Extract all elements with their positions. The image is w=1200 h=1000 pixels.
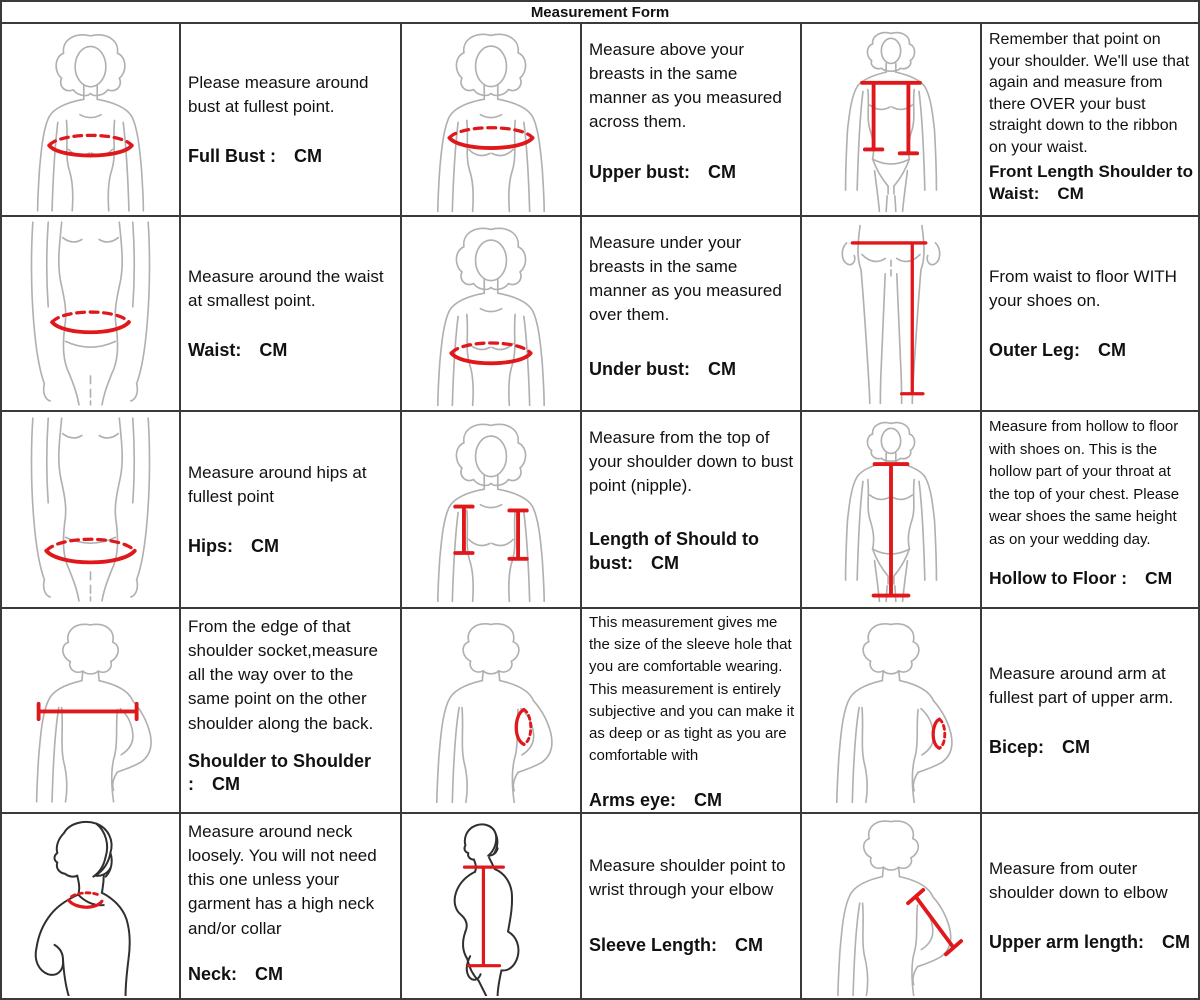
instruction-cell-full-bust <box>181 24 400 215</box>
instruction-text: Measure from outer shoulder down to elbow <box>989 859 1168 903</box>
instruction-cell-neck <box>181 814 400 998</box>
figure-cell-front-length <box>802 24 980 215</box>
upper-bust-figure <box>404 26 578 213</box>
shoulder-to-bust-figure <box>404 414 578 605</box>
measurement-label: Hips: CM <box>188 535 279 556</box>
figure-cell-bicep <box>802 609 980 812</box>
page-title: Measurement Form <box>2 2 1198 22</box>
instruction-text: Measure under your breasts in the same manner as you measured over them. <box>589 233 782 325</box>
figure-cell-hips <box>2 412 179 607</box>
instruction-cell-arms-eye <box>582 609 800 812</box>
instruction-cell-bicep <box>982 609 1198 812</box>
full-bust-figure <box>4 26 177 213</box>
figure-cell-full-bust <box>2 24 179 215</box>
instruction-text: Measure above your breasts in the same manner as you measured across them. <box>589 40 782 132</box>
shoulder-to-shoulder-measure-line <box>39 704 137 719</box>
figure-cell-upper-arm-length <box>802 814 980 998</box>
instruction-text: Please measure around bust at fullest point. <box>188 72 369 116</box>
instruction-text: From waist to floor WITH your shoes on. <box>989 266 1177 310</box>
figure-cell-sleeve-length <box>402 814 580 998</box>
instruction-cell-shoulder-to-shoulder <box>181 609 400 812</box>
measurement-label: Bicep: CM <box>989 736 1091 757</box>
figure-cell-outer-leg <box>802 217 980 410</box>
measurement-label: Outer Leg: CM <box>989 339 1127 360</box>
instruction-cell-waist <box>181 217 400 410</box>
measurement-label: Length of Should to bust: CM <box>589 529 759 573</box>
figure-cell-neck <box>2 814 179 998</box>
shoulder-to-bust-measure-line <box>455 507 527 559</box>
instruction-cell-hips <box>181 412 400 607</box>
instruction-text: From the edge of that shoulder socket,measure all the way over to the same point on the other shoulder along the back. <box>188 617 378 733</box>
instruction-text: Measure around arm at fullest part of upper arm. <box>989 663 1174 707</box>
arms-eye-measure-line <box>516 710 531 745</box>
figure-cell-shoulder-to-shoulder <box>2 609 179 812</box>
under-bust-figure <box>404 219 578 408</box>
under-bust-measure-line <box>451 343 530 363</box>
instruction-cell-hollow-to-floor <box>982 412 1198 607</box>
measurement-label: Upper arm length: CM <box>989 932 1191 953</box>
figure-cell-upper-bust <box>402 24 580 215</box>
bicep-figure <box>804 611 978 810</box>
instruction-text: Measure from hollow to floor with shoes on. This is the hollow part of your throat at the top of your chest. Please wear shoes the same height as on your wedding day. <box>989 418 1180 548</box>
front-length-measure-line <box>862 83 920 154</box>
measurement-label: Arms eye: CM <box>589 790 723 811</box>
front-length-figure <box>804 26 978 213</box>
sleeve-length-figure <box>404 816 578 996</box>
instruction-text: Measure around the waist at smallest point. <box>188 266 384 310</box>
instruction-cell-shoulder-to-bust <box>582 412 800 607</box>
figure-cell-waist <box>2 217 179 410</box>
hollow-to-floor-figure <box>804 414 978 605</box>
upper-bust-measure-line <box>449 128 532 148</box>
waist-figure <box>4 219 177 408</box>
measurement-label: Sleeve Length: CM <box>589 935 764 956</box>
outer-leg-figure <box>804 219 978 408</box>
bust-measure-line <box>49 135 132 155</box>
measurement-label: Under bust: CM <box>589 358 736 379</box>
instruction-text: Measure from the top of your shoulder down to bust point (nipple). <box>589 428 794 496</box>
arms-eye-figure <box>404 611 578 810</box>
instruction-cell-upper-bust <box>582 24 800 215</box>
instruction-cell-under-bust <box>582 217 800 410</box>
figure-cell-hollow-to-floor <box>802 412 980 607</box>
upper-arm-length-figure <box>804 816 978 996</box>
instruction-text: Remember that point on your shoulder. We'll use that again and measure from there OVER your bust straight down to the ribbon on your waist. <box>989 31 1190 156</box>
hips-figure <box>4 414 177 605</box>
measurement-label: Waist: CM <box>188 339 288 360</box>
shoulder-to-shoulder-figure <box>4 611 177 810</box>
instruction-cell-upper-arm-length <box>982 814 1198 998</box>
sleeve-length-measure-line <box>464 867 503 966</box>
figure-cell-shoulder-to-bust <box>402 412 580 607</box>
measurement-label: Hollow to Floor : CM <box>989 568 1173 588</box>
neck-figure <box>4 816 177 996</box>
measurement-label: Front Length Shoulder to Waist: CM <box>989 161 1193 203</box>
instruction-text: Measure around neck loosely. You will not need this one unless your garment has a high neck and/or collar <box>188 822 377 938</box>
instruction-cell-sleeve-length <box>582 814 800 998</box>
instruction-text: Measure around hips at fullest point <box>188 462 367 506</box>
instruction-cell-outer-leg <box>982 217 1198 410</box>
waist-measure-line <box>52 312 129 332</box>
figure-cell-under-bust <box>402 217 580 410</box>
instruction-cell-front-length <box>982 24 1198 215</box>
instruction-text: Measure shoulder point to wrist through your elbow <box>589 856 786 900</box>
bicep-measure-line <box>933 719 945 748</box>
measurement-label: Upper bust: CM <box>589 161 736 182</box>
outer-leg-measure-line <box>852 243 925 394</box>
instruction-text: This measurement gives me the size of the sleeve hole that you are comfortable wearing. This measurement is entirely subjective and you can make it as deep or as tight as you are comfortable with <box>589 614 795 765</box>
measurement-label: Neck: CM <box>188 963 284 984</box>
measurement-label: Shoulder to Shoulder : CM <box>188 750 371 795</box>
measurement-label: Full Bust : CM <box>188 145 322 166</box>
figure-cell-arms-eye <box>402 609 580 812</box>
hollow-to-floor-measure-line <box>874 464 909 595</box>
